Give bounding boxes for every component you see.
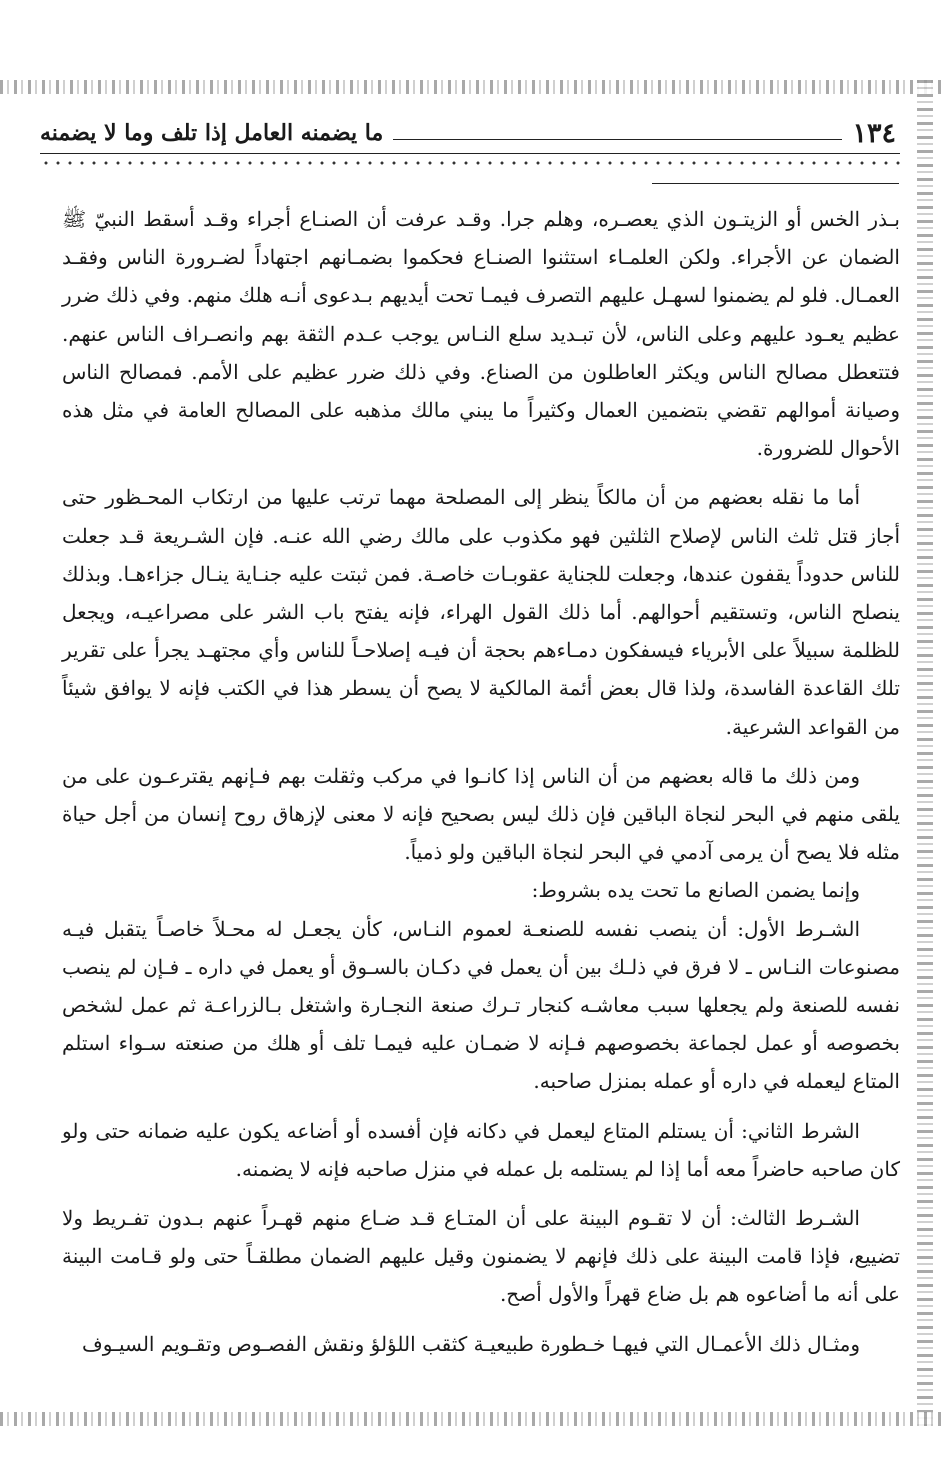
short-rule	[652, 183, 899, 184]
ornamental-border-top	[0, 80, 944, 94]
paragraph: وإنما يضمن الصانع ما تحت يده بشروط:	[531, 878, 860, 903]
paragraph: بـذر الخس أو الزيتـون الذي يعصـره، وهلم جرا. وقـد عرفت أن الصنـاع أجراء وقـد أسقط النبيّ ﷺ الضمان عن الأجراء. ولكن العلمـاء استثنوا الصنـاع فحكموا بضمـانهم اجتهاداً لضـرورة الناس وفقـد العمـال. فلو لم يضمنوا لسهـل عليهم التصرف فيمـا تحت أيديهم بـدعوى أنـه هلك منهم. وفي ذلك ضرر عظيم يعـود عليهم وعلى الناس، لأن تبـديد سلع النـاس يوجب عـدم الثقة بهم وانصـراف الناس عنهم. فتتعطل مصالح الناس ويكثر العاطلون من الصناع. وفي ذلك ضرر عظيم على الأمم. فمصالح الناس وصيانة أموالهم تقضي بتضمين العمال وكثيراً ما يبني مالك مذهبه على المصالح العامة في مثل هذه الأحوال للضرورة.	[62, 207, 900, 461]
paragraph: أما ما نقله بعضهم من أن مالكاً ينظر إلى المصلحة مهما ترتب عليها من ارتكاب المحـظور حتى أجاز قتل ثلث الناس لإصلاح الثلثين فهو مكذوب على مالك رضي الله عنـه. فإن الشـريعة قـد جعلت للناس حدوداً يقفون عندها، وجعلت للجناية عقوبـات خاصـة. فمن ثبتت عليه جنـاية ينـال جزاءهـا. وبذلك ينصلح الناس، وتستقيم أحوالهم. أما ذلك القول الهراء، فإنه يفتح باب الشر على مصراعيـه، ويجعل للظلمة سبيلاً على الأبرياء فيسفكون دمـاءهم بحجة أن فيـه إصلاحـاً للناس وأي مجتهـد يجرأ على تقرير تلك القاعدة الفاسدة، ولذا قال بعض أئمة المالكية لا يصح أن يسطر هذا في الكتب فإنه لا يوافق شيئاً من القواعد الشرعية.	[62, 485, 900, 739]
paragraph: الشـرط الأول: أن ينصب نفسه للصنعـة لعموم النـاس، كأن يجعـل له محـلاً خاصـاً يتقبل فيـه مصنوعات النـاس ـ لا فرق في ذلـك بين أن يعمل في دكـان بالسـوق أو يعمل في داره ـ فـإن لم ينصب نفسه للصنعة ولم يجعلها سبب معاشـه كنجار تـرك صنعة النجـارة واشتغل بـالزراعـة ثم عمل لشخص بخصوصه أو عمل لجماعة بخصوصهم فـإنه لا ضمـان عليه فيمـا تلف أو هلك من صنعته سـواء استلم المتاع ليعمله في داره أو عمله بمنزل صاحبه.	[62, 916, 900, 1094]
page-header	[40, 113, 896, 153]
header-dotted-divider	[40, 158, 900, 168]
paragraph: الشـرط الثالث: أن لا تقـوم البينة على أن المتـاع قـد ضـاع منهم قهـراً عنهم بـدون تفـريط ولا تضييع، فإذا قامت البينة على ذلك فإنهم لا يضمنون وقيل عليهم الضمان مطلقـاً حتى ولو قـامت البينة على أنه ما أضاعوه هم بل ضاع قهراً والأول أصح.	[62, 1206, 900, 1307]
ornamental-border-right	[917, 80, 933, 1426]
page-number: ١٣٤	[852, 117, 896, 149]
header-divider	[40, 153, 900, 154]
paragraph: ومن ذلك ما قاله بعضهم من أن الناس إذا كانـوا في مركب وثقلت بهم فـإنهم يقترعـون على من يلقى منهم في البحر لنجاة الباقين فإن ذلك ليس بصحيح فإنه لا معنى لإزهاق روح إنسان من أجل حياة مثله فلا يصح أن يرمى آدمي في البحر لنجاة الباقين ولو ذمياً.	[62, 763, 900, 865]
paragraph: ومثـال ذلك الأعمـال التي فيهـا خـطورة طبيعيـة كثقب اللؤلؤ ونقش الفصـوص وتقـويم السيـوف	[82, 1331, 860, 1356]
ornamental-border-bottom	[0, 1412, 944, 1426]
paragraph: الشرط الثاني: أن يستلم المتاع ليعمل في دكانه فإن أفسده أو أضاعه يكون عليه ضمانه حتى ولو كان صاحبه حاضراً معه أما إذا لم يستلمه بل عمله في منزل صاحبه فإنه لا يضمنه.	[62, 1118, 900, 1181]
header-rule	[393, 139, 842, 140]
running-title: ما يضمنه العامل إذا تلف وما لا يضمنه	[40, 120, 384, 146]
body-text	[62, 200, 900, 1374]
